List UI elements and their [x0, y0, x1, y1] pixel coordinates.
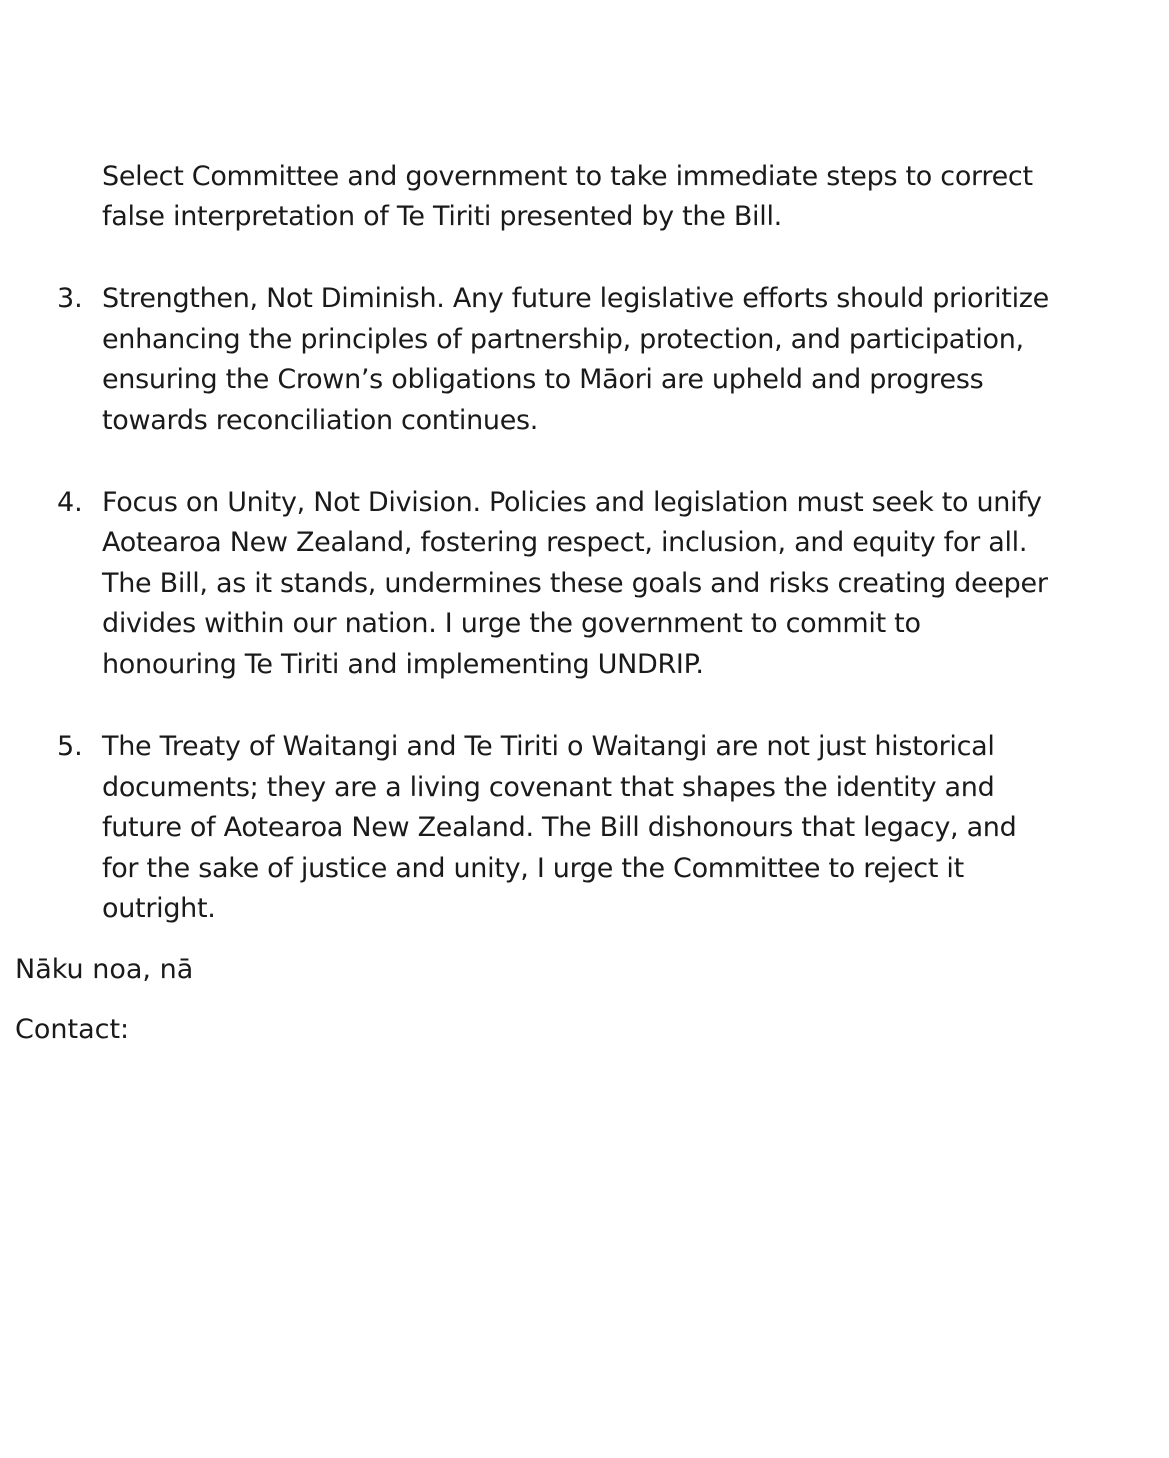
list-item-line: towards reconciliation continues.: [102, 405, 539, 436]
list-item-line: Aotearoa New Zealand, fostering respect, inclusion, and equity for all.: [102, 527, 1028, 558]
list-item-line: honouring Te Tiriti and implementing UNDRIP.: [102, 649, 704, 680]
list-item-line: enhancing the principles of partnership, protection, and participation,: [102, 324, 1024, 355]
list-item-line: The Treaty of Waitangi and Te Tiriti o Waitangi are not just historical: [102, 731, 995, 762]
list-item-line: documents; they are a living covenant that shapes the identity and: [102, 772, 995, 803]
list-item-line: Focus on Unity, Not Division. Policies and legislation must seek to unify: [102, 487, 1042, 518]
list-item-number: 3.: [57, 283, 83, 314]
contact-label: Contact:: [15, 1014, 130, 1045]
list-item-line: ensuring the Crown’s obligations to Māori are upheld and progress: [102, 364, 984, 395]
continuation-line: Select Committee and government to take immediate steps to correct: [102, 161, 1033, 192]
list-item-number: 4.: [57, 487, 83, 518]
list-item-line: for the sake of justice and unity, I urge the Committee to reject it: [102, 853, 964, 884]
list-item-line: outright.: [102, 893, 216, 924]
list-item-line: Strengthen, Not Diminish. Any future legislative efforts should prioritize: [102, 283, 1049, 314]
continuation-line: false interpretation of Te Tiriti presented by the Bill.: [102, 201, 782, 232]
list-item-line: The Bill, as it stands, undermines these goals and risks creating deeper: [102, 568, 1048, 599]
list-item-line: divides within our nation. I urge the government to commit to: [102, 608, 921, 639]
list-item-line: future of Aotearoa New Zealand. The Bill dishonours that legacy, and: [102, 812, 1017, 843]
list-item-number: 5.: [57, 731, 83, 762]
signoff: Nāku noa, nā: [15, 954, 194, 985]
